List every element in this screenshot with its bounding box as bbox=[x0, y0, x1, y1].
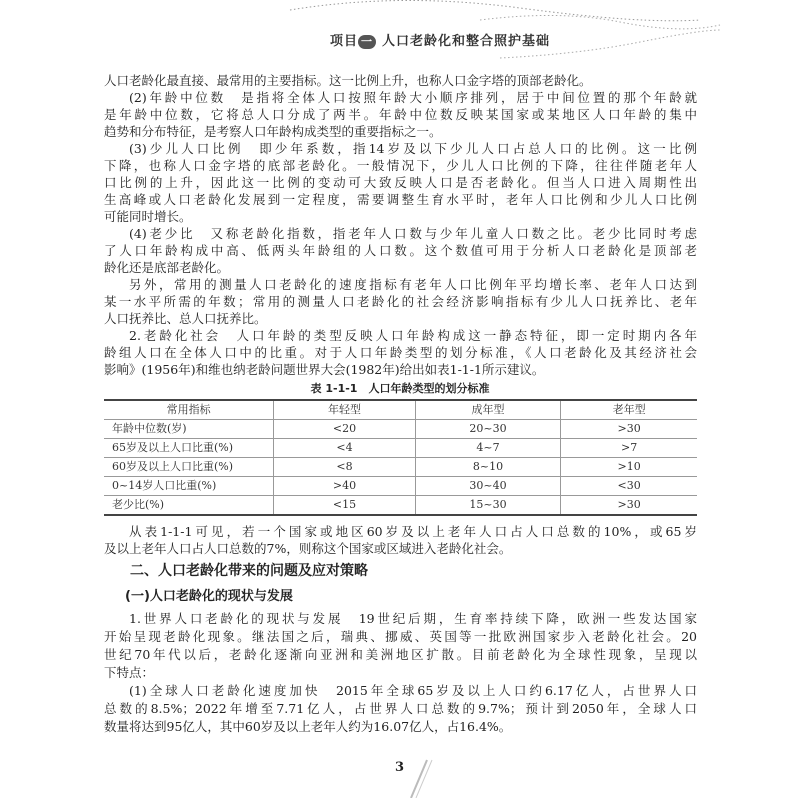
page-slash-decoration bbox=[405, 758, 445, 798]
text-line: 可能同时增长。 bbox=[104, 209, 192, 224]
chapter-title: 人口老龄化和整合照护基础 bbox=[382, 34, 551, 49]
table-cell: >7 bbox=[561, 439, 697, 458]
table-cell: 老少比(%) bbox=[104, 496, 274, 516]
text-line: 趋势和分布特征，是考察人口年龄构成类型的重要指标之一。 bbox=[104, 124, 442, 139]
table-cell: <15 bbox=[274, 496, 415, 516]
table-cell: 15~30 bbox=[415, 496, 561, 516]
table-cell: <4 bbox=[274, 439, 415, 458]
table-cell: <8 bbox=[274, 458, 415, 477]
table-cell: 年龄中位数(岁) bbox=[104, 420, 274, 439]
table-header-cell: 成年型 bbox=[415, 400, 561, 420]
table-cell: >30 bbox=[561, 496, 697, 516]
text-line: (1)全球人口老龄化速度加快 2015年全球65岁及以上人口约6.17亿人，占世界人口 bbox=[129, 683, 697, 698]
table-row bbox=[104, 477, 697, 496]
table-caption: 表 1-1-1 人口年龄类型的划分标准 bbox=[310, 382, 490, 395]
text-line: 龄化还是底部老龄化。 bbox=[104, 260, 230, 275]
text-line: (2)年龄中位数 是指将全体人口按照年龄大小顺序排列，居于中间位置的那个年龄就 bbox=[129, 90, 697, 105]
table-cell: <20 bbox=[274, 420, 415, 439]
page-number: 3 bbox=[395, 760, 405, 775]
table-row bbox=[104, 496, 697, 516]
text-line: 口比例的上升，因此这一比例的变动可大致反映人口是否老龄化。但当人口进入周期性出 bbox=[104, 175, 697, 190]
table-cell: >40 bbox=[274, 477, 415, 496]
table-cell: 20~30 bbox=[415, 420, 561, 439]
text-line: 从表1-1-1可见，若一个国家或地区60岁及以上老年人口占人口总数的10%，或65岁 bbox=[129, 524, 697, 539]
text-line: 2.老龄化社会 人口年龄的类型反映人口年龄构成这一静态特征，即一定时期内各年 bbox=[129, 328, 697, 343]
text-line: 龄组人口在全体人口中的比重。对于人口年龄类型的划分标准，《人口老龄化及其经济社会 bbox=[104, 345, 697, 360]
table-cell: 0~14岁人口比重(%) bbox=[104, 477, 274, 496]
text-line: 某一水平所需的年数；常用的测量人口老龄化的社会经济影响指标有少儿人口抚养比、老年 bbox=[104, 294, 697, 309]
table-cell: <30 bbox=[561, 477, 697, 496]
body-text-after-table bbox=[104, 523, 697, 557]
text-line: 1.世界人口老龄化的现状与发展 19世纪后期，生育率持续下降，欧洲一些发达国家 bbox=[129, 611, 697, 626]
table-cell: 60岁及以上人口比重(%) bbox=[104, 458, 274, 477]
subsection-heading: (一)人口老龄化的现状与发展 bbox=[125, 589, 293, 604]
text-line: 另外，常用的测量人口老龄化的速度指标有老年人口比例年平均增长率、老年人口达到 bbox=[129, 277, 697, 292]
text-line: 下特点： bbox=[104, 665, 155, 680]
text-line: 及以上老年人口占人口总数的7%，则称这个国家或区域进入老龄化社会。 bbox=[104, 541, 512, 556]
table-header-cell: 年轻型 bbox=[274, 400, 415, 420]
table-cell: >10 bbox=[561, 458, 697, 477]
text-line: (4)老少比 又称老龄化指数，指老年人口数与少年儿童人口数之比。老少比同时考虑 bbox=[129, 226, 697, 241]
table-row bbox=[104, 458, 697, 477]
text-line: 是年龄中位数，它将总人口分成了两半。年龄中位数反映某国家或某地区人口年龄的集中 bbox=[104, 107, 697, 122]
header-title bbox=[330, 34, 550, 50]
table-header-cell: 老年型 bbox=[561, 400, 697, 420]
text-line: 世纪70年代以后，老龄化逐渐向亚洲和美洲地区扩散。目前老龄化为全球性现象，呈现以 bbox=[104, 647, 697, 662]
project-number-badge: 一 bbox=[358, 35, 376, 49]
text-line: 人口抚养比、总人口抚养比。 bbox=[104, 311, 267, 326]
text-line: 总数的8.5%；2022年增至7.71亿人，占世界人口总数的9.7%；预计到2050年，全球人口 bbox=[104, 701, 697, 716]
table-cell: 4~7 bbox=[415, 439, 561, 458]
table-header-row bbox=[104, 400, 697, 420]
table-cell: 65岁及以上人口比重(%) bbox=[104, 439, 274, 458]
section-heading: 二、人口老龄化带来的问题及应对策略 bbox=[130, 563, 368, 579]
text-line: 了人口年龄构成中高、低两头年龄组的人口数。这个数值可用于分析人口老龄化是顶部老 bbox=[104, 243, 697, 258]
table-row bbox=[104, 420, 697, 439]
table-row bbox=[104, 439, 697, 458]
body-text-bottom bbox=[104, 610, 697, 736]
table-cell: >30 bbox=[561, 420, 697, 439]
text-line: (3)少儿人口比例 即少年系数，指14岁及以下少儿人口占总人口的比例。这一比例 bbox=[129, 141, 697, 156]
text-line: 下降，也称人口金字塔的底部老龄化。一般情况下，少儿人口比例的下降，往往伴随老年人 bbox=[104, 158, 697, 173]
header-dotted-curve-decoration bbox=[0, 0, 800, 62]
body-text-top bbox=[104, 72, 697, 378]
running-header bbox=[0, 0, 800, 62]
table-cell: 30~40 bbox=[415, 477, 561, 496]
age-type-table bbox=[104, 399, 697, 516]
text-line: 生高峰或人口老龄化发展到一定程度，需要调整生育水平时，老年人口比例和少儿人口比例 bbox=[104, 192, 697, 207]
text-line: 开始呈现老龄化现象。继法国之后，瑞典、挪威、英国等一批欧洲国家步入老龄化社会。20 bbox=[104, 629, 697, 644]
text-line: 人口老龄化最直接、最常用的主要指标。这一比例上升，也称人口金字塔的顶部老龄化。 bbox=[104, 73, 592, 88]
text-line: 影响》(1956年)和维也纳老龄问题世界大会(1982年)给出如表1-1-1所示建议。 bbox=[104, 362, 545, 377]
table-cell: 8~10 bbox=[415, 458, 561, 477]
text-line: 数量将达到95亿人，其中60岁及以上老年人约为16.07亿人，占16.4%。 bbox=[104, 719, 512, 734]
table-header-cell: 常用指标 bbox=[104, 400, 274, 420]
project-label: 项目 bbox=[330, 34, 359, 49]
